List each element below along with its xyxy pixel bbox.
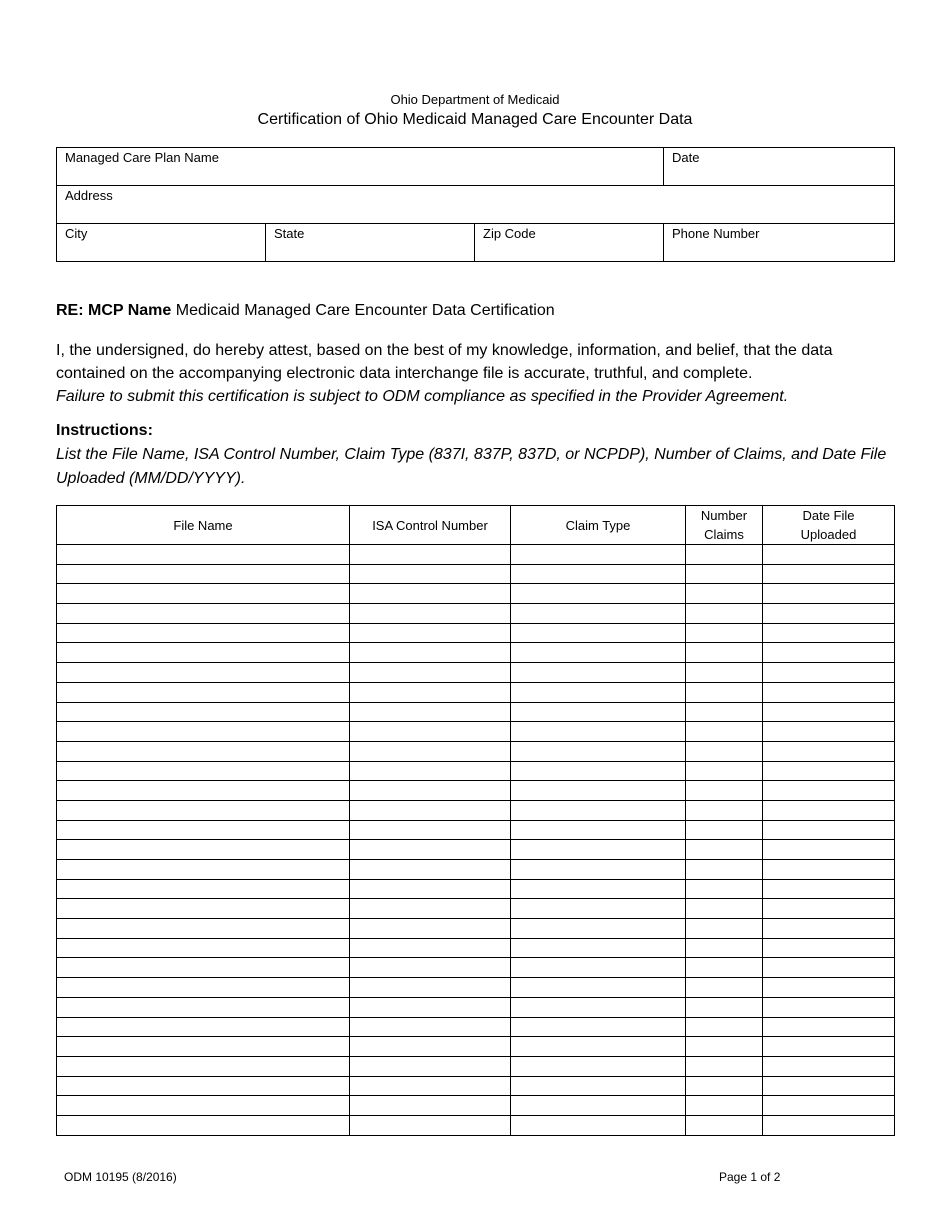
cell-claim-type[interactable] — [511, 958, 686, 978]
plan-name-label: Managed Care Plan Name — [65, 150, 219, 165]
cell-date-file-uploaded[interactable] — [763, 899, 895, 919]
cell-isa-control-number[interactable] — [350, 1115, 511, 1135]
cell-date-file-uploaded[interactable] — [763, 545, 895, 565]
cell-claim-type[interactable] — [511, 564, 686, 584]
cell-claim-type[interactable] — [511, 1096, 686, 1116]
cell-isa-control-number[interactable] — [350, 1056, 511, 1076]
cell-file-name[interactable] — [57, 761, 350, 781]
cell-isa-control-number[interactable] — [350, 682, 511, 702]
state-label: State — [274, 226, 305, 241]
cell-isa-control-number[interactable] — [350, 1037, 511, 1057]
table-row — [57, 781, 895, 801]
cell-file-name[interactable] — [57, 604, 350, 624]
cell-number-claims[interactable] — [686, 938, 763, 958]
cell-date-file-uploaded[interactable] — [763, 761, 895, 781]
cell-claim-type[interactable] — [511, 761, 686, 781]
encounter-file-table — [56, 505, 895, 1136]
cell-isa-control-number[interactable] — [350, 1096, 511, 1116]
cell-file-name[interactable] — [57, 879, 350, 899]
attestation-compliance-note: Failure to submit this certification is subject to ODM compliance as specified in the Provider Agreement. — [56, 388, 789, 405]
cell-isa-control-number[interactable] — [350, 545, 511, 565]
cell-claim-type[interactable] — [511, 997, 686, 1017]
cell-claim-type[interactable] — [511, 938, 686, 958]
cell-file-name[interactable] — [57, 1115, 350, 1135]
table-row — [57, 1076, 895, 1096]
cell-number-claims[interactable] — [686, 663, 763, 683]
table-row — [57, 840, 895, 860]
attestation-text: I, the undersigned, do hereby attest, based on the best of my knowledge, information, and belief, that the data contained on the accompanying electronic data interchange file is accurate, truthful, and complete. — [56, 342, 833, 382]
agency-name: Ohio Department of Medicaid — [390, 92, 560, 107]
cell-file-name[interactable] — [57, 702, 350, 722]
cell-date-file-uploaded[interactable] — [763, 997, 895, 1017]
col-date-file-line1: Date File — [802, 508, 855, 523]
date-field[interactable] — [664, 148, 895, 186]
cell-file-name[interactable] — [57, 938, 350, 958]
table-row — [57, 545, 895, 565]
address-field[interactable] — [57, 186, 895, 224]
cell-file-name[interactable] — [57, 1037, 350, 1057]
cell-isa-control-number[interactable] — [350, 1076, 511, 1096]
cell-file-name[interactable] — [57, 1017, 350, 1037]
table-row — [57, 860, 895, 880]
table-row — [57, 682, 895, 702]
table-row — [57, 1017, 895, 1037]
cell-date-file-uploaded[interactable] — [763, 800, 895, 820]
cell-claim-type[interactable] — [511, 643, 686, 663]
table-row — [57, 800, 895, 820]
cell-claim-type[interactable] — [511, 919, 686, 939]
cell-number-claims[interactable] — [686, 879, 763, 899]
col-number-claims — [686, 506, 763, 545]
cell-number-claims[interactable] — [686, 781, 763, 801]
cell-date-file-uploaded[interactable] — [763, 1017, 895, 1037]
cell-claim-type[interactable] — [511, 584, 686, 604]
cell-date-file-uploaded[interactable] — [763, 1076, 895, 1096]
cell-file-name[interactable] — [57, 545, 350, 565]
cell-claim-type[interactable] — [511, 1056, 686, 1076]
cell-number-claims[interactable] — [686, 545, 763, 565]
col-date-file-line2: Uploaded — [800, 527, 857, 542]
cell-isa-control-number[interactable] — [350, 604, 511, 624]
table-row — [57, 879, 895, 899]
city-field[interactable] — [57, 224, 266, 262]
cell-file-name[interactable] — [57, 1096, 350, 1116]
table-row — [57, 643, 895, 663]
plan-info-table — [56, 147, 895, 262]
cell-number-claims[interactable] — [686, 761, 763, 781]
table-row — [57, 938, 895, 958]
cell-claim-type[interactable] — [511, 840, 686, 860]
table-row — [57, 1037, 895, 1057]
date-label: Date — [672, 150, 700, 165]
table-row — [57, 997, 895, 1017]
cell-date-file-uploaded[interactable] — [763, 584, 895, 604]
cell-number-claims[interactable] — [686, 702, 763, 722]
cell-claim-type[interactable] — [511, 741, 686, 761]
cell-isa-control-number[interactable] — [350, 919, 511, 939]
cell-number-claims[interactable] — [686, 722, 763, 742]
cell-date-file-uploaded[interactable] — [763, 682, 895, 702]
cell-number-claims[interactable] — [686, 564, 763, 584]
table-row — [57, 1096, 895, 1116]
cell-date-file-uploaded[interactable] — [763, 722, 895, 742]
cell-date-file-uploaded[interactable] — [763, 820, 895, 840]
cell-file-name[interactable] — [57, 820, 350, 840]
cell-claim-type[interactable] — [511, 682, 686, 702]
cell-date-file-uploaded[interactable] — [763, 564, 895, 584]
cell-number-claims[interactable] — [686, 899, 763, 919]
cell-claim-type[interactable] — [511, 1115, 686, 1135]
cell-isa-control-number[interactable] — [350, 741, 511, 761]
cell-date-file-uploaded[interactable] — [763, 840, 895, 860]
cell-file-name[interactable] — [57, 1056, 350, 1076]
cell-isa-control-number[interactable] — [350, 879, 511, 899]
cell-file-name[interactable] — [57, 781, 350, 801]
encounter-rows — [57, 545, 895, 1136]
instructions-text: List the File Name, ISA Control Number, Claim Type (837I, 837P, 837D, or NCPDP), Number of Claims, and Date File Uploaded (MM/DD/YYYY). — [56, 446, 887, 487]
table-row — [57, 978, 895, 998]
instructions-heading: Instructions: — [56, 422, 153, 439]
cell-claim-type[interactable] — [511, 1076, 686, 1096]
cell-claim-type[interactable] — [511, 702, 686, 722]
cell-date-file-uploaded[interactable] — [763, 1056, 895, 1076]
table-row — [57, 1115, 895, 1135]
phone-field[interactable] — [664, 224, 895, 262]
cell-date-file-uploaded[interactable] — [763, 919, 895, 939]
address-label: Address — [65, 188, 113, 203]
col-isa-control-number: ISA Control Number — [350, 506, 511, 545]
cell-file-name[interactable] — [57, 623, 350, 643]
cell-date-file-uploaded[interactable] — [763, 604, 895, 624]
cell-number-claims[interactable] — [686, 643, 763, 663]
cell-number-claims[interactable] — [686, 860, 763, 880]
page-number: Page 1 of 2 — [719, 1170, 781, 1184]
cell-file-name[interactable] — [57, 564, 350, 584]
cell-claim-type[interactable] — [511, 820, 686, 840]
cell-number-claims[interactable] — [686, 1115, 763, 1135]
re-line — [56, 302, 555, 320]
cell-date-file-uploaded[interactable] — [763, 1037, 895, 1057]
re-subject: Medicaid Managed Care Encounter Data Certification — [171, 302, 555, 319]
table-row — [57, 584, 895, 604]
zip-field[interactable] — [475, 224, 664, 262]
table-row — [57, 919, 895, 939]
cell-file-name[interactable] — [57, 978, 350, 998]
cell-number-claims[interactable] — [686, 1096, 763, 1116]
table-row — [57, 899, 895, 919]
cell-number-claims[interactable] — [686, 919, 763, 939]
col-claim-type: Claim Type — [511, 506, 686, 545]
cell-number-claims[interactable] — [686, 997, 763, 1017]
cell-date-file-uploaded[interactable] — [763, 860, 895, 880]
table-row — [57, 663, 895, 683]
attestation — [56, 339, 896, 408]
cell-file-name[interactable] — [57, 722, 350, 742]
table-row — [57, 564, 895, 584]
cell-date-file-uploaded[interactable] — [763, 702, 895, 722]
cell-isa-control-number[interactable] — [350, 564, 511, 584]
cell-isa-control-number[interactable] — [350, 997, 511, 1017]
cell-file-name[interactable] — [57, 899, 350, 919]
state-field[interactable] — [266, 224, 475, 262]
cell-file-name[interactable] — [57, 840, 350, 860]
cell-claim-type[interactable] — [511, 545, 686, 565]
cell-isa-control-number[interactable] — [350, 663, 511, 683]
table-row — [57, 702, 895, 722]
cell-date-file-uploaded[interactable] — [763, 1096, 895, 1116]
cell-number-claims[interactable] — [686, 604, 763, 624]
cell-isa-control-number[interactable] — [350, 958, 511, 978]
table-row — [57, 761, 895, 781]
cell-file-name[interactable] — [57, 643, 350, 663]
cell-date-file-uploaded[interactable] — [763, 781, 895, 801]
cell-number-claims[interactable] — [686, 741, 763, 761]
cell-isa-control-number[interactable] — [350, 860, 511, 880]
plan-name-field[interactable] — [57, 148, 664, 186]
cell-date-file-uploaded[interactable] — [763, 663, 895, 683]
form-number: ODM 10195 (8/2016) — [64, 1170, 177, 1184]
table-row — [57, 623, 895, 643]
col-number-claims-line2: Claims — [704, 527, 744, 542]
cell-file-name[interactable] — [57, 741, 350, 761]
cell-isa-control-number[interactable] — [350, 1017, 511, 1037]
cell-number-claims[interactable] — [686, 1017, 763, 1037]
cell-claim-type[interactable] — [511, 722, 686, 742]
cell-number-claims[interactable] — [686, 840, 763, 860]
col-date-file-uploaded — [763, 506, 895, 545]
table-row — [57, 741, 895, 761]
cell-number-claims[interactable] — [686, 623, 763, 643]
cell-file-name[interactable] — [57, 584, 350, 604]
cell-date-file-uploaded[interactable] — [763, 623, 895, 643]
cell-file-name[interactable] — [57, 663, 350, 683]
cell-isa-control-number[interactable] — [350, 623, 511, 643]
cell-isa-control-number[interactable] — [350, 899, 511, 919]
cell-claim-type[interactable] — [511, 879, 686, 899]
cell-number-claims[interactable] — [686, 1056, 763, 1076]
col-number-claims-line1: Number — [700, 508, 748, 523]
cell-date-file-uploaded[interactable] — [763, 938, 895, 958]
table-row — [57, 722, 895, 742]
cell-isa-control-number[interactable] — [350, 978, 511, 998]
cell-claim-type[interactable] — [511, 899, 686, 919]
cell-number-claims[interactable] — [686, 1076, 763, 1096]
cell-number-claims[interactable] — [686, 682, 763, 702]
cell-isa-control-number[interactable] — [350, 820, 511, 840]
cell-file-name[interactable] — [57, 919, 350, 939]
zip-label: Zip Code — [483, 226, 536, 241]
cell-claim-type[interactable] — [511, 860, 686, 880]
cell-number-claims[interactable] — [686, 958, 763, 978]
cell-isa-control-number[interactable] — [350, 584, 511, 604]
cell-claim-type[interactable] — [511, 604, 686, 624]
cell-date-file-uploaded[interactable] — [763, 741, 895, 761]
cell-file-name[interactable] — [57, 682, 350, 702]
cell-claim-type[interactable] — [511, 623, 686, 643]
cell-claim-type[interactable] — [511, 781, 686, 801]
cell-date-file-uploaded[interactable] — [763, 958, 895, 978]
cell-date-file-uploaded[interactable] — [763, 978, 895, 998]
cell-file-name[interactable] — [57, 860, 350, 880]
col-file-name: File Name — [57, 506, 350, 545]
cell-isa-control-number[interactable] — [350, 800, 511, 820]
city-label: City — [65, 226, 88, 241]
cell-isa-control-number[interactable] — [350, 938, 511, 958]
cell-number-claims[interactable] — [686, 584, 763, 604]
cell-isa-control-number[interactable] — [350, 722, 511, 742]
cell-number-claims[interactable] — [686, 820, 763, 840]
cell-date-file-uploaded[interactable] — [763, 643, 895, 663]
table-row — [57, 604, 895, 624]
cell-file-name[interactable] — [57, 958, 350, 978]
cell-claim-type[interactable] — [511, 800, 686, 820]
cell-isa-control-number[interactable] — [350, 702, 511, 722]
cell-claim-type[interactable] — [511, 663, 686, 683]
cell-isa-control-number[interactable] — [350, 761, 511, 781]
form-title: Certification of Ohio Medicaid Managed Care Encounter Data — [257, 111, 693, 128]
cell-number-claims[interactable] — [686, 978, 763, 998]
cell-isa-control-number[interactable] — [350, 643, 511, 663]
cell-number-claims[interactable] — [686, 800, 763, 820]
cell-number-claims[interactable] — [686, 1037, 763, 1057]
cell-isa-control-number[interactable] — [350, 781, 511, 801]
cell-isa-control-number[interactable] — [350, 840, 511, 860]
phone-label: Phone Number — [672, 226, 760, 241]
table-row — [57, 1056, 895, 1076]
cell-claim-type[interactable] — [511, 978, 686, 998]
re-mcp-name: RE: MCP Name — [56, 302, 172, 319]
cell-claim-type[interactable] — [511, 1037, 686, 1057]
table-row — [57, 958, 895, 978]
cell-date-file-uploaded[interactable] — [763, 1115, 895, 1135]
cell-file-name[interactable] — [57, 1076, 350, 1096]
cell-claim-type[interactable] — [511, 1017, 686, 1037]
cell-file-name[interactable] — [57, 997, 350, 1017]
table-row — [57, 820, 895, 840]
cell-date-file-uploaded[interactable] — [763, 879, 895, 899]
cell-file-name[interactable] — [57, 800, 350, 820]
